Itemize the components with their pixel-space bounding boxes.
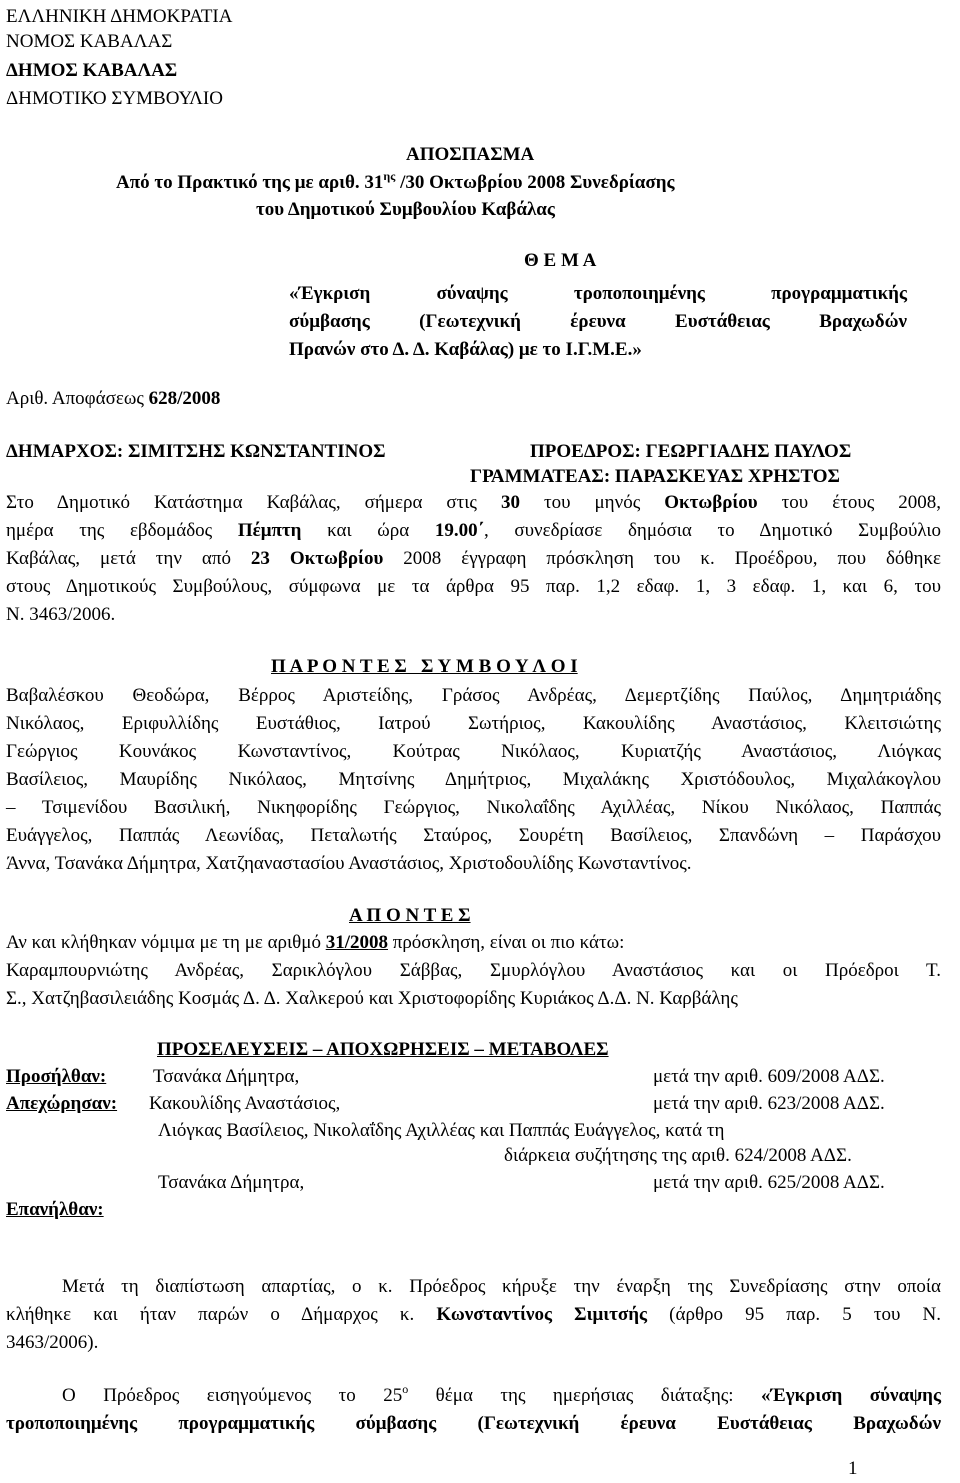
decision-number: Αριθ. Αποφάσεως 628/2008	[6, 388, 221, 409]
secretary-line: ΓΡΑΜΜΑΤΕΑΣ: ΠΑΡΑΣΚΕΥΑΣ ΧΡΗΣΤΟΣ	[470, 466, 840, 487]
present-line-6: Ευάγγελος, Παππάς Λεωνίδας, Πεταλωτής Σταύρος, Σουρέτη Βασίλειος, Σπανδώνη – Παράσχου	[6, 825, 941, 846]
present-line-7: Άννα, Τσανάκα Δήμητρα, Χατζηαναστασίου Αναστάσιος, Χριστοδουλίδης Κωνσταντίνος.	[6, 853, 692, 874]
left2-ref: διάρκεια συζήτησης της αριθ. 624/2008 ΑΔΣ.	[504, 1145, 852, 1166]
returned-label: Επανήλθαν:	[6, 1199, 104, 1220]
closing-line-2: τροποποιημένης προγραμματικής σύμβασης (Γεωτεχνική έρευνα Ευστάθειας Βραχωδών	[6, 1413, 941, 1434]
quorum-line-3: 3463/2006).	[6, 1332, 99, 1353]
subject-heading: Θ Ε Μ Α	[524, 250, 597, 271]
intro-line-4: στους Δημοτικούς Συμβούλους, σύμφωνα με τα άρθρα 95 παρ. 1,2 εδαφ. 1, 3 εδαφ. 1, και 6, του	[6, 576, 941, 597]
absent-line-1: Αν και κλήθηκαν νόμιμα με τη με αριθμό 31/2008 πρόσκληση, είναι οι πιο κάτω:	[6, 932, 625, 953]
subject-line-3: Πρανών στο Δ. Δ. Καβάλας) με το Ι.Γ.Μ.Ε.»	[289, 339, 642, 360]
subject-line-1: «Έγκριση σύναψης τροποποιημένης προγραμματικής	[289, 283, 907, 304]
intro-line-5: Ν. 3463/2006.	[6, 604, 116, 625]
present-line-3: Γεώργιος Κουνάκος Κωνσταντίνος, Κούτρας Νικόλαος, Κυριατζής Αναστάσιος, Λιόγκας	[6, 741, 941, 762]
arrived-label: Προσήλθαν:	[6, 1066, 107, 1087]
arrived-ref: μετά την αριθ. 609/2008 ΑΔΣ.	[653, 1066, 885, 1087]
arrived-name: Τσανάκα Δήμητρα,	[153, 1066, 300, 1087]
present-line-2: Νικόλαος, Εριφυλλίδης Ευστάθιος, Ιατρού Σωτήριος, Κακουλίδης Αναστάσιος, Κλειτσιώτης	[6, 713, 941, 734]
left-label: Απεχώρησαν:	[6, 1093, 118, 1114]
intro-line-1: Στο Δημοτικό Κατάστημα Καβάλας, σήμερα στις 30 του μηνός Οκτωβρίου του έτους 2008,	[6, 492, 942, 513]
present-heading: Π Α Ρ Ο Ν Τ Ε Σ Σ Υ Μ Β Ο Υ Λ Ο Ι	[271, 656, 578, 677]
header-line-1: ΕΛΛΗΝΙΚΗ ΔΗΜΟΚΡΑΤΙΑ	[6, 6, 233, 27]
changes-heading: ΠΡΟΣΕΛΕΥΣΕΙΣ – ΑΠΟΧΩΡΗΣΕΙΣ – ΜΕΤΑΒΟΛΕΣ	[157, 1039, 609, 1060]
header-line-3: ΔΗΜΟΣ ΚΑΒΑΛΑΣ	[6, 60, 178, 81]
left-ref: μετά την αριθ. 623/2008 ΑΔΣ.	[653, 1093, 885, 1114]
left2-line: Λιόγκας Βασίλειος, Νικολαΐδης Αχιλλέας και Παππάς Ευάγγελος, κατά τη	[158, 1120, 725, 1141]
absent-heading: Α Π Ο Ν Τ Ε Σ	[349, 905, 471, 926]
page-number: 1	[848, 1458, 858, 1479]
mayor-line: ΔΗΜΑΡΧΟΣ: ΣΙΜΙΤΣΗΣ ΚΩΝΣΤΑΝΤΙΝΟΣ	[6, 441, 386, 462]
president-line: ΠΡΟΕΔΡΟΣ: ΓΕΩΡΓΙΑΔΗΣ ΠΑΥΛΟΣ	[530, 441, 852, 462]
present-line-1: Βαβαλέσκου Θεοδώρα, Βέρρος Αριστείδης, Γράσος Ανδρέας, Δεμερτζίδης Παύλος, Δημητριάδης	[6, 685, 941, 706]
intro-line-3: Καβάλας, μετά την από 23 Οκτωβρίου 2008 έγγραφη πρόσκληση του κ. Προέδρου, που δόθηκε	[6, 548, 941, 569]
header-line-4: ΔΗΜΟΤΙΚΟ ΣΥΜΒΟΥΛΙΟ	[6, 88, 223, 109]
subject-line-2: σύμβασης (Γεωτεχνική έρευνα Ευστάθειας Βραχωδών	[289, 311, 907, 332]
council-name: του Δημοτικού Συμβουλίου Καβάλας	[256, 199, 555, 220]
present-line-5: – Τσιμενίδου Βασιλική, Νικηφορίδης Γεώργιος, Νικολαΐδης Αχιλλέας, Νίκου Νικόλαος, Παππάς	[6, 797, 941, 818]
left-name: Κακουλίδης Αναστάσιος,	[149, 1093, 341, 1114]
minutes-reference: Από το Πρακτικό της με αριθ. $31^{\eta\varsigma}$ /30 Οκτωβρίου 2008 Συνεδρίασης	[116, 169, 675, 193]
quorum-line-2: κλήθηκε και ήταν παρών ο Δήμαρχος κ. Κωνσταντίνος Σιμιτσής (άρθρο 95 παρ. 5 του Ν.	[6, 1304, 941, 1325]
header-line-2: ΝΟΜΟΣ ΚΑΒΑΛΑΣ	[6, 31, 173, 52]
document-title: ΑΠΟΣΠΑΣΜΑ	[406, 144, 535, 165]
quorum-line-1: Μετά τη διαπίστωση απαρτίας, ο κ. Πρόεδρος κήρυξε την έναρξη της Συνεδρίασης στην οποία	[62, 1276, 941, 1297]
absent-line-3: Σ., Χατζηβασιλειάδης Κοσμάς Δ. Δ. Χαλκερού και Χριστοφορίδης Κυριάκος Δ.Δ. Ν. Καρβάλης	[6, 988, 738, 1009]
closing-line-1: Ο Πρόεδρος εισηγούμενος το $25^o$ θέμα της ημερήσιας διάταξης: «Έγκριση σύναψης	[62, 1382, 941, 1406]
intro-line-2: ημέρα της εβδομάδος Πέμπτη και ώρα 19.00΄, συνεδρίασε δημόσια το Δημοτικό Συμβούλιο	[6, 520, 941, 541]
absent-line-2: Καραμπουρνιώτης Ανδρέας, Σαρικλόγλου Σάββας, Σμυρλόγλου Αναστάσιος και οι Πρόεδροι Τ.	[6, 960, 941, 981]
left3-ref: μετά την αριθ. 625/2008 ΑΔΣ.	[653, 1172, 885, 1193]
left3-name: Τσανάκα Δήμητρα,	[158, 1172, 305, 1193]
document-page	[6, 0, 941, 1483]
present-line-4: Βασίλειος, Μαυρίδης Νικόλαος, Μητσίνης Δημήτριος, Μιχαλάκης Χριστόδουλος, Μιχαλάκογλου	[6, 769, 941, 790]
